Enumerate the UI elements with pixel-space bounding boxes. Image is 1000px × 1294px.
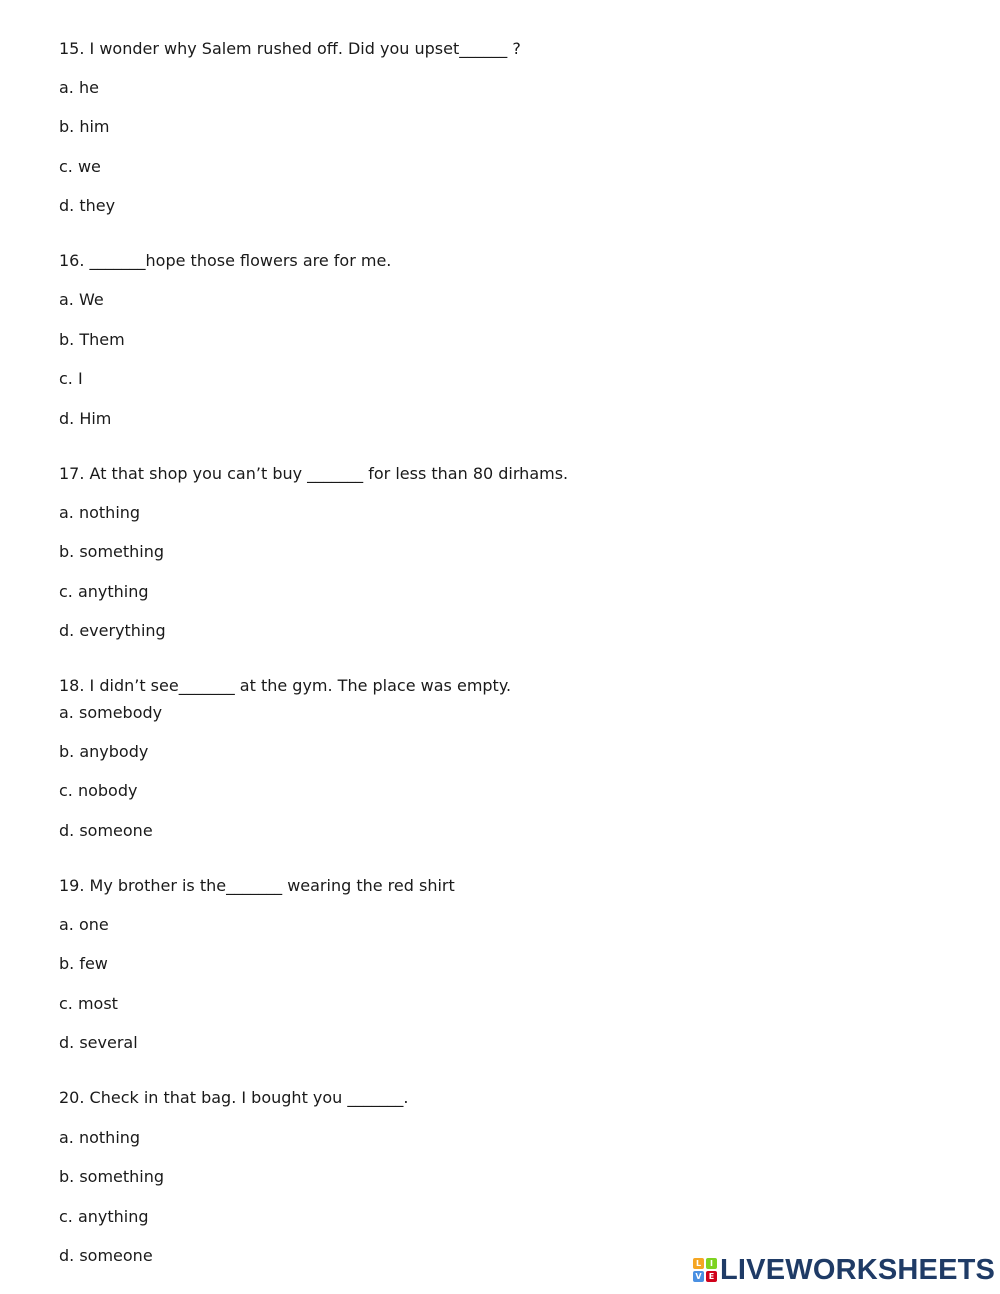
question-20-option-b[interactable]: b. something	[59, 1167, 165, 1186]
question-18-option-b[interactable]: b. anybody	[59, 742, 149, 761]
question-15-option-c[interactable]: c. we	[59, 157, 101, 176]
question-16-option-b[interactable]: b. Them	[59, 330, 125, 349]
question-17-option-c[interactable]: c. anything	[59, 582, 149, 601]
question-20-option-a[interactable]: a. nothing	[59, 1128, 141, 1147]
liveworksheets-logo-icon	[693, 1258, 717, 1282]
question-18-prompt: 18. I didn’t see_______ at the gym. The place was empty.	[59, 676, 512, 695]
question-19-prompt: 19. My brother is the_______ wearing the red shirt	[59, 876, 455, 895]
question-18-option-a[interactable]: a. somebody	[59, 703, 163, 722]
question-18-option-d[interactable]: d. someone	[59, 821, 153, 840]
question-15-option-b[interactable]: b. him	[59, 117, 110, 136]
question-16-prompt: 16. _______hope those flowers are for me.	[59, 251, 392, 270]
logo-mark-e: E	[706, 1271, 717, 1282]
question-20-prompt: 20. Check in that bag. I bought you _______.	[59, 1088, 409, 1107]
logo-mark-l: L	[693, 1258, 704, 1269]
question-16-option-c[interactable]: c. I	[59, 369, 83, 388]
liveworksheets-logo-text: LIVEWORKSHEETS	[720, 1254, 996, 1286]
question-17-option-b[interactable]: b. something	[59, 542, 165, 561]
question-15-prompt: 15. I wonder why Salem rushed off. Did you upset______ ?	[59, 39, 521, 58]
question-20-option-d[interactable]: d. someone	[59, 1246, 153, 1265]
question-20-option-c[interactable]: c. anything	[59, 1207, 149, 1226]
question-16-option-d[interactable]: d. Him	[59, 409, 112, 428]
logo-mark-v: V	[693, 1271, 704, 1282]
question-16-option-a[interactable]: a. We	[59, 290, 104, 309]
question-15-option-a[interactable]: a. he	[59, 78, 99, 97]
question-19-option-a[interactable]: a. one	[59, 915, 109, 934]
question-18-option-c[interactable]: c. nobody	[59, 781, 138, 800]
question-19-option-d[interactable]: d. several	[59, 1033, 138, 1052]
question-15-option-d[interactable]: d. they	[59, 196, 116, 215]
liveworksheets-logo	[693, 1255, 995, 1285]
question-19-option-c[interactable]: c. most	[59, 994, 118, 1013]
logo-mark-i: I	[706, 1258, 717, 1269]
question-17-option-d[interactable]: d. everything	[59, 621, 166, 640]
question-19-option-b[interactable]: b. few	[59, 954, 108, 973]
question-17-prompt: 17. At that shop you can’t buy _______ for less than 80 dirhams.	[59, 464, 569, 483]
question-17-option-a[interactable]: a. nothing	[59, 503, 141, 522]
